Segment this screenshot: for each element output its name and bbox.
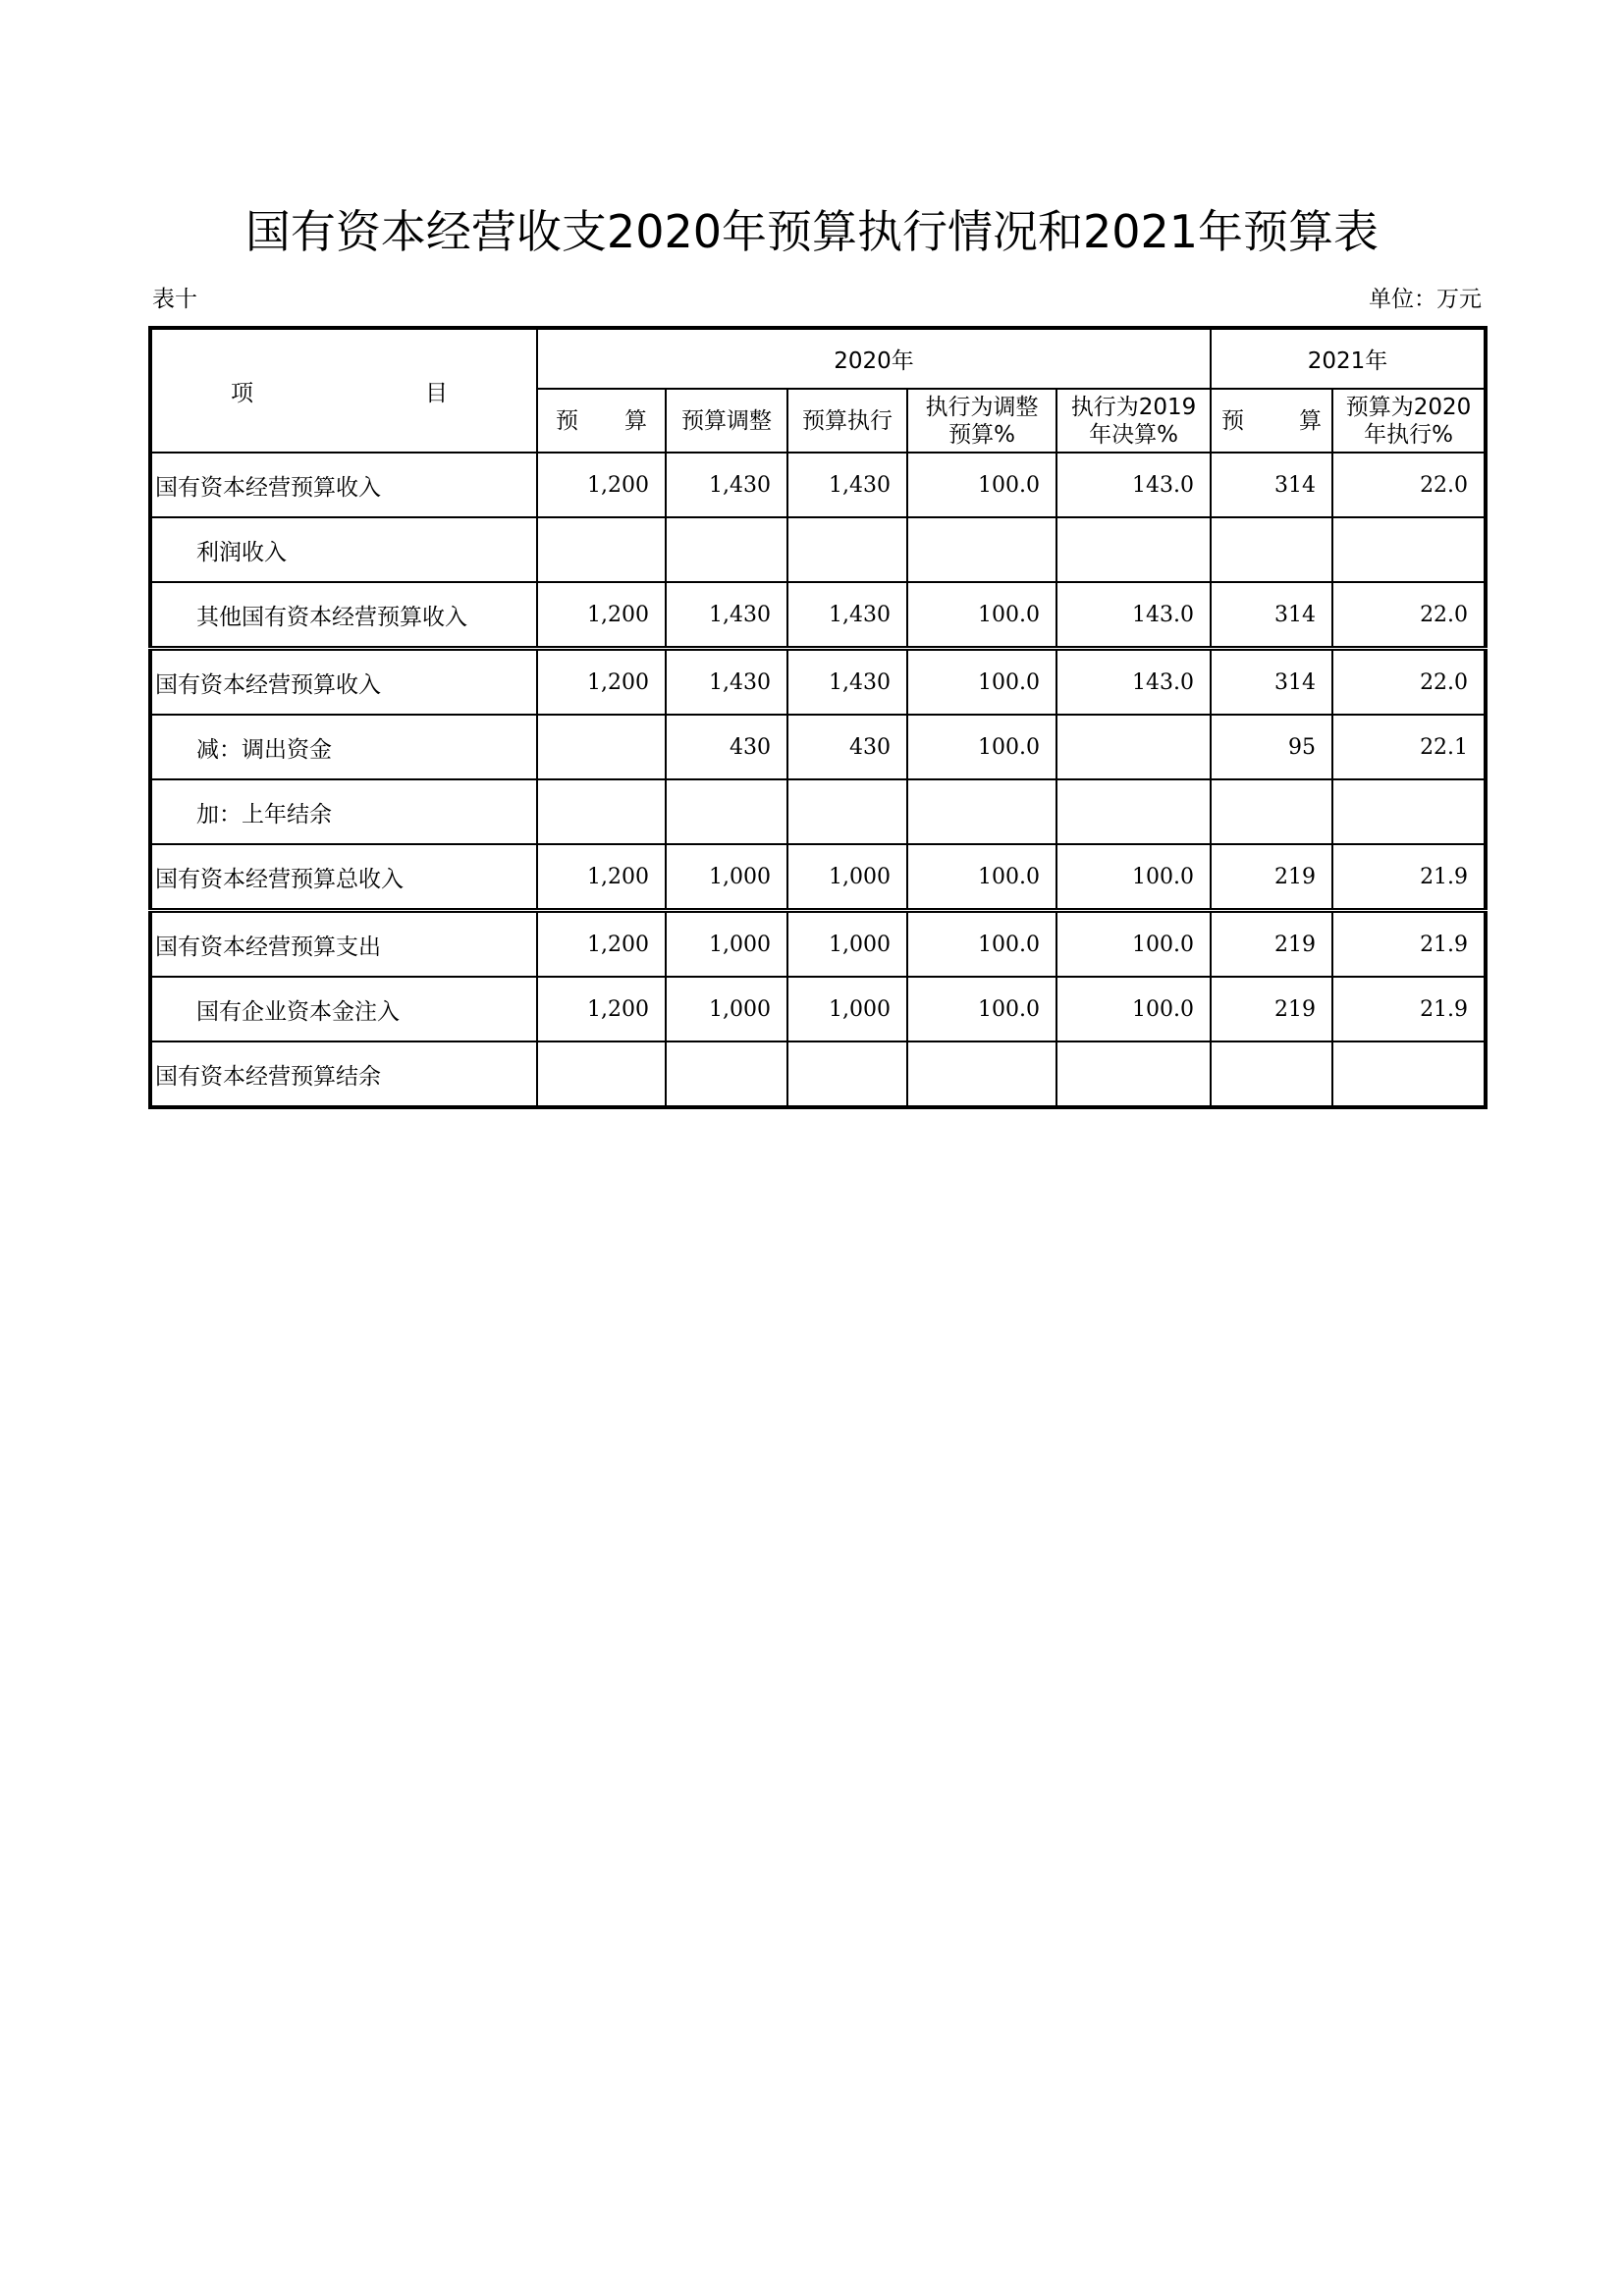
budget-2021-cell: 219 xyxy=(1211,977,1332,1041)
pct-2020-cell: 22.1 xyxy=(1332,715,1486,779)
budget-cell: 1,200 xyxy=(537,582,666,649)
adjusted-cell xyxy=(666,779,787,844)
table-row xyxy=(150,582,1486,649)
budget-2021-char-1: 预 xyxy=(1221,407,1245,434)
budget-cell xyxy=(537,715,666,779)
adjusted-cell: 1,000 xyxy=(666,911,787,978)
adjusted-cell: 430 xyxy=(666,715,787,779)
budget-2020-header xyxy=(537,389,666,453)
executed-cell: 430 xyxy=(787,715,907,779)
pct-2020-cell: 21.9 xyxy=(1332,911,1486,978)
table-row xyxy=(150,911,1486,978)
budget-cell xyxy=(537,779,666,844)
adjusted-cell: 1,430 xyxy=(666,649,787,716)
budget-cell: 1,200 xyxy=(537,649,666,716)
executed-cell: 1,430 xyxy=(787,453,907,517)
budget-2021-cell xyxy=(1211,779,1332,844)
unit-label: 单位：万元 xyxy=(1369,287,1482,312)
pct-2019-cell: 143.0 xyxy=(1056,649,1211,716)
exec-vs-adjusted-header xyxy=(907,389,1056,453)
executed-cell: 1,000 xyxy=(787,911,907,978)
budget-cell: 1,200 xyxy=(537,453,666,517)
pct-adjusted-cell xyxy=(907,1041,1056,1107)
budget-2021-cell: 95 xyxy=(1211,715,1332,779)
pct-2019-cell xyxy=(1056,715,1211,779)
budget-cell: 1,200 xyxy=(537,844,666,911)
pct-adjusted-cell: 100.0 xyxy=(907,911,1056,978)
adjusted-cell: 1,000 xyxy=(666,977,787,1041)
exec-vs-adjusted-line1: 执行为调整 xyxy=(925,394,1039,420)
executed-cell xyxy=(787,1041,907,1107)
pct-adjusted-cell: 100.0 xyxy=(907,649,1056,716)
pct-2019-cell: 143.0 xyxy=(1056,453,1211,517)
pct-2019-cell: 100.0 xyxy=(1056,911,1211,978)
table-row xyxy=(150,649,1486,716)
pct-adjusted-cell: 100.0 xyxy=(907,844,1056,911)
table-row xyxy=(150,779,1486,844)
budget-cell xyxy=(537,517,666,582)
pct-2019-cell: 143.0 xyxy=(1056,582,1211,649)
budget-table xyxy=(148,326,1488,1109)
budget-vs-2020-line2: 年执行% xyxy=(1364,421,1453,448)
exec-vs-2019-line2: 年决算% xyxy=(1089,421,1178,448)
group-2020-header: 2020年 xyxy=(537,328,1211,389)
budget-2021-cell: 219 xyxy=(1211,911,1332,978)
pct-2020-cell xyxy=(1332,779,1486,844)
row-label: 国有资本经营预算支出 xyxy=(150,911,537,978)
adjusted-cell: 1,430 xyxy=(666,453,787,517)
group-2021-header: 2021年 xyxy=(1211,328,1486,389)
table-row xyxy=(150,1041,1486,1107)
budget-cell xyxy=(537,1041,666,1107)
executed-cell xyxy=(787,779,907,844)
pct-2020-cell: 21.9 xyxy=(1332,844,1486,911)
row-label: 减：调出资金 xyxy=(150,715,537,779)
pct-adjusted-cell xyxy=(907,517,1056,582)
pct-2020-cell: 22.0 xyxy=(1332,453,1486,517)
budget-2021-header xyxy=(1211,389,1332,453)
row-label: 国有资本经营预算收入 xyxy=(150,649,537,716)
pct-adjusted-cell xyxy=(907,779,1056,844)
budget-2021-cell: 314 xyxy=(1211,582,1332,649)
table-row xyxy=(150,517,1486,582)
exec-vs-2019-line1: 执行为2019 xyxy=(1070,394,1197,420)
adjusted-budget-header: 预算调整 xyxy=(666,389,787,453)
adjusted-cell: 1,430 xyxy=(666,582,787,649)
adjusted-cell: 1,000 xyxy=(666,844,787,911)
pct-2019-cell xyxy=(1056,517,1211,582)
pct-2020-cell xyxy=(1332,517,1486,582)
executed-cell: 1,000 xyxy=(787,844,907,911)
budget-2020-char-2: 算 xyxy=(624,407,647,434)
budget-2021-cell xyxy=(1211,517,1332,582)
item-column-header xyxy=(150,328,537,453)
adjusted-cell xyxy=(666,517,787,582)
exec-vs-2019-header xyxy=(1056,389,1211,453)
row-label: 利润收入 xyxy=(150,517,537,582)
budget-cell: 1,200 xyxy=(537,911,666,978)
row-label: 国有资本经营预算总收入 xyxy=(150,844,537,911)
page-title: 国有资本经营收支2020年预算执行情况和2021年预算表 xyxy=(244,205,1380,258)
budget-cell: 1,200 xyxy=(537,977,666,1041)
pct-2020-cell xyxy=(1332,1041,1486,1107)
table-row xyxy=(150,844,1486,911)
adjusted-cell xyxy=(666,1041,787,1107)
table-row xyxy=(150,453,1486,517)
pct-2019-cell xyxy=(1056,1041,1211,1107)
budget-2020-char-1: 预 xyxy=(556,407,578,434)
executed-cell: 1,430 xyxy=(787,582,907,649)
pct-adjusted-cell: 100.0 xyxy=(907,453,1056,517)
item-header-char-1: 项 xyxy=(231,380,253,406)
budget-2021-cell: 219 xyxy=(1211,844,1332,911)
exec-vs-adjusted-line2: 预算% xyxy=(948,421,1015,448)
budget-vs-2020-header xyxy=(1332,389,1486,453)
item-header-char-2: 目 xyxy=(425,380,448,406)
row-label: 加：上年结余 xyxy=(150,779,537,844)
executed-cell xyxy=(787,517,907,582)
pct-2019-cell: 100.0 xyxy=(1056,844,1211,911)
row-label: 国有资本经营预算结余 xyxy=(150,1041,537,1107)
budget-2021-cell xyxy=(1211,1041,1332,1107)
budget-vs-2020-line1: 预算为2020 xyxy=(1345,394,1472,420)
budget-2021-cell: 314 xyxy=(1211,453,1332,517)
row-label: 国有资本经营预算收入 xyxy=(150,453,537,517)
pct-adjusted-cell: 100.0 xyxy=(907,582,1056,649)
pct-2020-cell: 21.9 xyxy=(1332,977,1486,1041)
row-label: 其他国有资本经营预算收入 xyxy=(150,582,537,649)
executed-cell: 1,000 xyxy=(787,977,907,1041)
pct-2020-cell: 22.0 xyxy=(1332,649,1486,716)
row-label: 国有企业资本金注入 xyxy=(150,977,537,1041)
table-row xyxy=(150,715,1486,779)
pct-adjusted-cell: 100.0 xyxy=(907,977,1056,1041)
pct-2020-cell: 22.0 xyxy=(1332,582,1486,649)
executed-budget-header: 预算执行 xyxy=(787,389,907,453)
executed-cell: 1,430 xyxy=(787,649,907,716)
budget-2021-cell: 314 xyxy=(1211,649,1332,716)
table-number: 表十 xyxy=(152,287,197,312)
pct-adjusted-cell: 100.0 xyxy=(907,715,1056,779)
pct-2019-cell xyxy=(1056,779,1211,844)
pct-2019-cell: 100.0 xyxy=(1056,977,1211,1041)
table-row xyxy=(150,977,1486,1041)
budget-2021-char-2: 算 xyxy=(1299,407,1323,434)
